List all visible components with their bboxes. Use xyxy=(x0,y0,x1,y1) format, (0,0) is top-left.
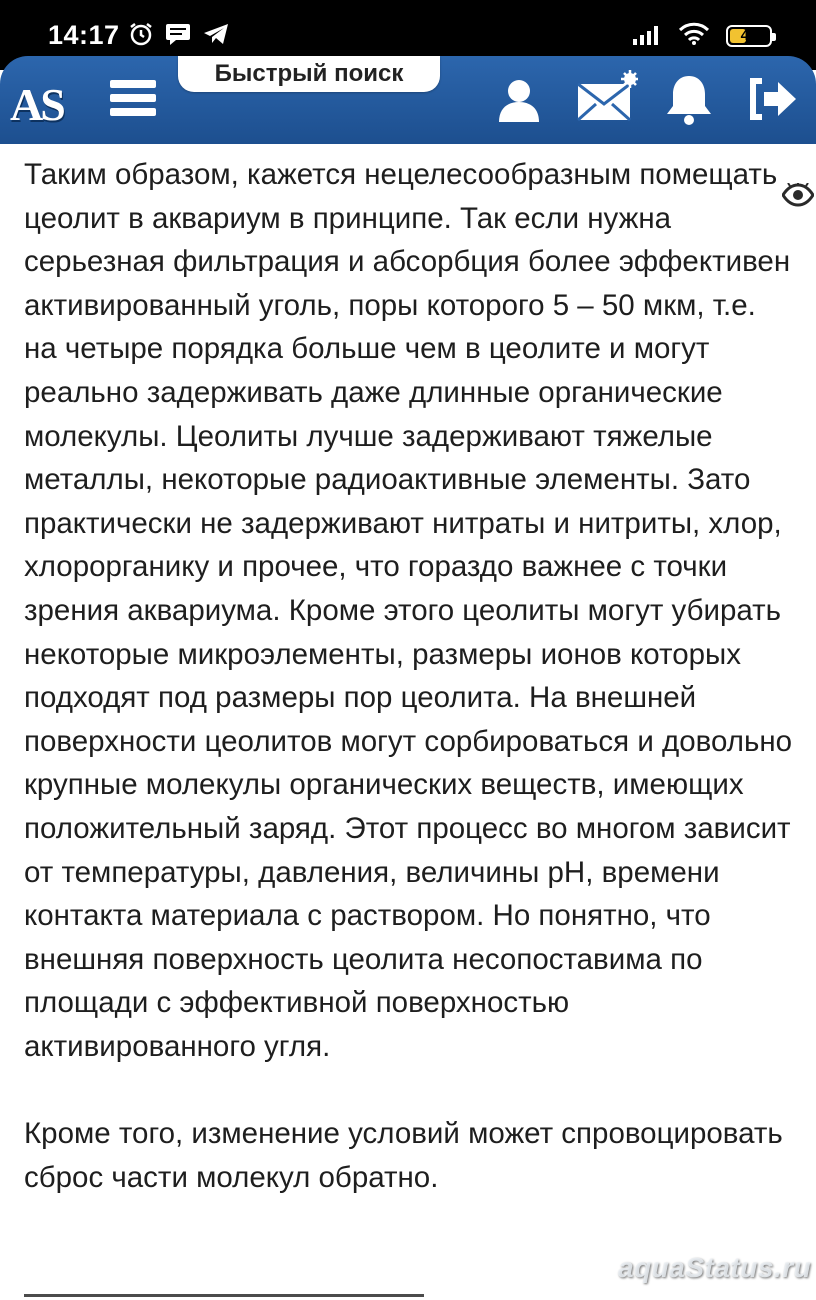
mail-icon[interactable] xyxy=(576,70,638,129)
telegram-icon xyxy=(202,21,230,52)
logout-icon[interactable] xyxy=(748,78,798,125)
status-time: 14:17 xyxy=(48,20,120,50)
bell-icon[interactable] xyxy=(664,72,714,131)
battery-icon xyxy=(726,25,772,47)
watermark: aquaStatus.ru xyxy=(618,1252,812,1283)
message-icon xyxy=(164,21,192,52)
menu-icon[interactable] xyxy=(110,80,158,122)
article-paragraph: Таким образом, кажется нецелесообразным помещать цеолит в аквариум в принципе. Так если нужна серьезная фильтрация и абсорбция более эффективен активированный уголь, поры которого 5 – 50 мкм, т.е. на четыре порядка больше чем в цеолите и могут реально задерживать даже длинные органические молекулы. Цеолиты лучше задерживают тяжелые металлы, некоторые радиоактивные элементы. Зато практически не задерживают нитраты и нитриты, хлор, хлорорганику и прочее, что гораздо важнее с точки зрения аквариума. Кроме этого цеолиты могут убирать некоторые микроэлементы, размеры ионов которых подходят под размеры пор цеолита. На внешней поверхности цеолитов могут сорбироваться и довольно крупные молекулы органических веществ, имеющих положительный заряд. Этот процесс во многом зависит от температуры, давления, величины pH, времени контакта материала с раствором. Но понятно, что внешняя поверхность цеолита несопоставима по площади с эффективной поверхностью активированного угля. xyxy=(24,158,793,1063)
quick-search-button[interactable]: Быстрый поиск xyxy=(178,56,440,92)
signal-icon xyxy=(632,23,662,50)
article-body xyxy=(24,153,794,1199)
site-logo[interactable]: AS xyxy=(10,79,63,130)
wifi-icon xyxy=(678,22,710,51)
battery-nub xyxy=(772,33,776,41)
clipped-text-line xyxy=(24,1290,444,1300)
user-icon[interactable] xyxy=(496,76,542,129)
alarm-icon xyxy=(128,21,154,52)
article-paragraph: Кроме того, изменение условий может спровоцировать сброс части молекул обратно. xyxy=(24,1117,783,1194)
battery-level: 41 xyxy=(740,27,758,44)
status-system-icons xyxy=(632,20,772,52)
status-notification-icons xyxy=(128,20,230,52)
